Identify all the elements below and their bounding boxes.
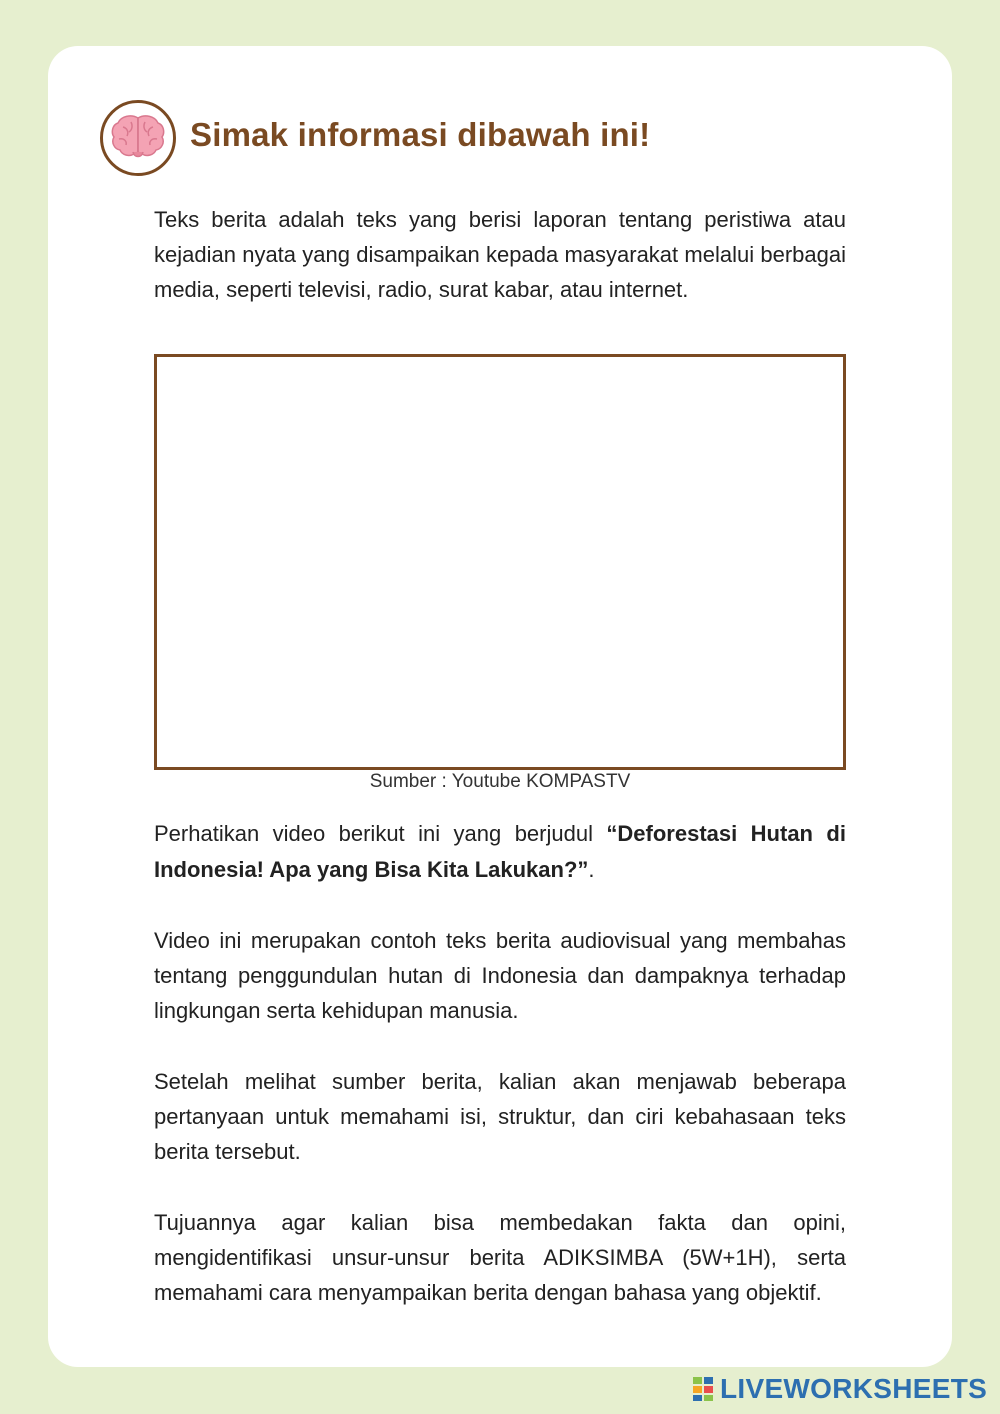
brand-name: LIVEWORKSHEETS [720, 1373, 988, 1404]
video-title-period: . [588, 857, 595, 882]
video-source-caption: Sumber : Youtube KOMPASTV [369, 771, 631, 792]
liveworksheets-footer[interactable] [692, 1372, 987, 1406]
brain-logo [100, 100, 176, 176]
goal-paragraph: Tujuannya agar kalian bisa membedakan fakta dan opini, mengidentifikasi unsur-unsur berita ADIKSIMBA (5W+1H), serta memahami cara menyampaikan berita dengan bahasa yang objektif. [154, 1210, 846, 1305]
video-title-paragraph [154, 816, 846, 888]
description-paragraph: Video ini merupakan contoh teks berita audiovisual yang membahas tentang penggundulan hutan di Indonesia dan dampaknya terhadap lingkungan serta kehidupan manusia. [154, 928, 846, 1023]
page-title: Simak informasi dibawah ini! [190, 116, 651, 153]
video-title: “Deforestasi Hutan di Indonesia! Apa yang Bisa Kita Lakukan?” [154, 821, 846, 882]
liveworksheets-logo-icon [692, 1376, 714, 1402]
instruction-paragraph: Setelah melihat sumber berita, kalian akan menjawab beberapa pertanyaan untuk memahami isi, struktur, dan ciri kebahasaan teks berita tersebut. [154, 1069, 846, 1164]
intro-paragraph: Teks berita adalah teks yang berisi laporan tentang peristiwa atau kejadian nyata yang disampaikan kepada masyarakat melalui berbagai media, seperti televisi, radio, surat kabar, atau internet. [154, 207, 846, 302]
video-player-frame[interactable] [154, 354, 846, 770]
brain-icon [109, 112, 167, 164]
video-intro-text: Perhatikan video berikut ini yang berjudul [154, 821, 607, 846]
